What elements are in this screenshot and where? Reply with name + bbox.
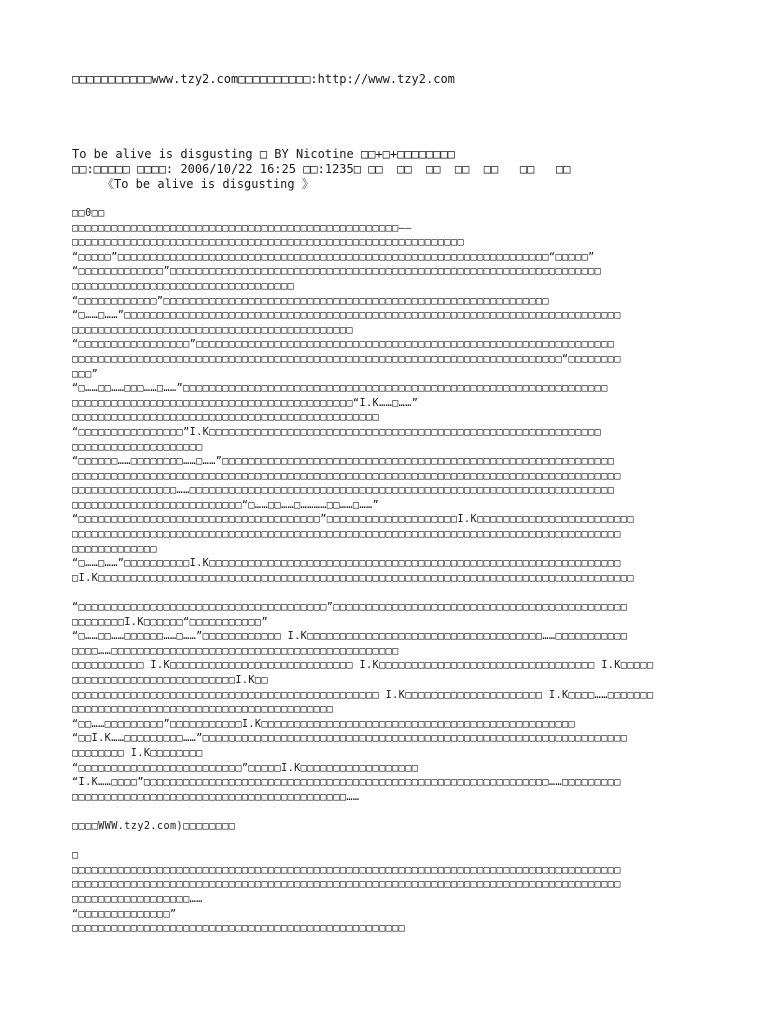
body-line: “□□□□□□□□□□□□□□□□□□□□□□□□□□□□□□□□□□□□□”□□□□□□□□□□□□□□□□□□□□I.K□□□□□□□□□□□□□□□□□□□□□□□□ (72, 514, 634, 526)
body-line: “□□□□□□……□□□□□□□□……□……”□□□□□□□□□□□□□□□□□□□□□□□□□□□□□□□□□□□□□□□□□□□□□□□□□□□□□□□□□□□□ (72, 456, 615, 468)
body-line: □□□□□□□□□□□□□□□□□□□□□□□□□□“□……□□……□…………□□……□……” (72, 499, 380, 511)
body-line: “□□□□□□□□□□□□□□” (72, 908, 177, 920)
body-line: □□□□□□□□□□□□□□□□□□□□□□□□□□□□□□□□□□□□□□□□□□□□□□□□□□—— (72, 222, 412, 234)
body-line: □□□□□□□□□□□□□□□□□□□□□□□□□□□□□□□□□□□□□□□□□□□□□□□□□□□□□□□□□□□□□□□□□□□□□□□□□□□□□□□□□□□□ (72, 879, 621, 891)
body-line: □□□□□□□□□□□□□□□□□□□□□□□□□□□□□□□□□□□□□□□□□□□ (72, 324, 353, 336)
body-line: “□□□□□□□□□□□□□□□□□”□□□□□□□□□□□□□□□□□□□□□□□□□□□□□□□□□□□□□□□□□□□□□□□□□□□□□□□□□□□□□□□□ (72, 339, 615, 351)
body-line: □□□□WWW.tzy2.com)□□□□□□□□ (72, 820, 236, 832)
body-line: “□……□□……□□□□□□……□……”□□□□□□□□□□□□ I.K□□□□□□□□□□□□□□□□□□□□□□□□□□□□□□□□□□□□……□□□□□□□□□□□ (72, 631, 628, 643)
body-line: □□□□□□□□□□□ I.K□□□□□□□□□□□□□□□□□□□□□□□□□□□□ I.K□□□□□□□□□□□□□□□□□□□□□□□□□□□□□□□□□ I.K□□□□□ (72, 660, 654, 672)
body-line: □□□□……□□□□□□□□□□□□□□□□□□□□□□□□□□□□□□□□□□□□□□□□□□□□ (72, 645, 399, 657)
body-line: □□□□□□□□□□□□□□□□□□□□□□□□□□□□□□□□□□□□□□□□□□□□□□□□□□□□□□□□□□□□□□□□□□□□□□□□□□□□□□□□□□□□ (72, 529, 621, 541)
body-line: □I.K□□□□□□□□□□□□□□□□□□□□□□□□□□□□□□□□□□□□□□□□□□□□□□□□□□□□□□□□□□□□□□□□□□□□□□□□□□□□□□□□□□ (72, 572, 634, 584)
paragraph-gap (72, 586, 712, 601)
body-line: “□□……□□□□□□□□□”□□□□□□□□□□□I.K□□□□□□□□□□□□□□□□□□□□□□□□□□□□□□□□□□□□□□□□□□□□□□□□ (72, 718, 576, 730)
body-line: □□□□□□□□□□□□□□□□□□□□□□□□□□□□□□□□□□□□□□□□□□□□□□□□□□□□□□□□□□□□□□□□□□□□□□□□□□□□□□□□□□□□ (72, 864, 621, 876)
body-line: “□□□□□□□□□□□□”□□□□□□□□□□□□□□□□□□□□□□□□□□□□□□□□□□□□□□□□□□□□□□□□□□□□□□□□□□□ (72, 295, 549, 307)
body-line: □□□□□□□□□□□□□ (72, 543, 157, 555)
body-text (72, 207, 712, 937)
body-line: □□□□□□□□□□□□□□□□□□□□□□□□□□□□□□□□□□□□□□□□□□□□□□□□□□□□□□□□□□□□ (72, 237, 465, 249)
post-title-line: To be alive is disgusting □ BY Nicotine □□+□+□□□□□□□□ (72, 147, 455, 161)
body-line: “□……□□……□□□……□……”□□□□□□□□□□□□□□□□□□□□□□□□□□□□□□□□□□□□□□□□□□□□□□□□□□□□□□□□□□□□□□□□□ (72, 383, 608, 395)
body-line: □□□” (72, 368, 99, 380)
body-line: “□□□□□□□□□□□□□□□□□□□□□□□□□□□□□□□□□□□□□□”□□□□□□□□□□□□□□□□□□□□□□□□□□□□□□□□□□□□□□□□□□□□□ (72, 602, 628, 614)
body-line: “□……□……”□□□□□□□□□□□□□□□□□□□□□□□□□□□□□□□□□□□□□□□□□□□□□□□□□□□□□□□□□□□□□□□□□□□□□□□□□□□□ (72, 310, 621, 322)
body-line: □□□□□□□□□□□□□□□□□□□□□□□□□□□□□□□□□□□□□□□□□□□□□□□ (72, 412, 380, 424)
body-line: “□□□□□□□□□□□□□□□□”I.K□□□□□□□□□□□□□□□□□□□□□□□□□□□□□□□□□□□□□□□□□□□□□□□□□□□□□□□□□□□□ (72, 426, 602, 438)
body-line: □□□□□□□□□□□□□□□□□□□□ (72, 441, 203, 453)
body-line: “I.K……□□□□”□□□□□□□□□□□□□□□□□□□□□□□□□□□□□□□□□□□□□□□□□□□□□□□□□□□□□□□□□□□□□□……□□□□□□□□□ (72, 777, 621, 789)
body-line: “□□□□□□□□□□□□□”□□□□□□□□□□□□□□□□□□□□□□□□□□□□□□□□□□□□□□□□□□□□□□□□□□□□□□□□□□□□□□□□□□ (72, 266, 602, 278)
body-line: □□□□□□□□ I.K□□□□□□□□ (72, 747, 203, 759)
book-title: 《To be alive is disgusting 》 (102, 177, 314, 191)
body-line: □□□□□□□□□□□□□□□□□□□□□□□□□□□□□□□□□□□□□□□□□□□“I.K……□……” (72, 397, 419, 409)
body-line: □□□□□□□□□□□□□□□□□□□□□□□□□□□□□□□□□□□□□□□□□□□□□□□□□□□ (72, 923, 406, 935)
body-line: □□□□□□□□□□□□□□□□……□□□□□□□□□□□□□□□□□□□□□□□□□□□□□□□□□□□□□□□□□□□□□□□□□□□□□□□□□□□□□□□□□ (72, 485, 615, 497)
body-line: □□□□□□□□□□□□□□□□□□□□□□□□□□□□□□□□□□□□□□□□□□□□□□□□□□□□□□□□□□□□□□□□□□□□□□□□□□□□□□□□□□□□ (72, 470, 621, 482)
body-line: “□……□……”□□□□□□□□□□I.K□□□□□□□□□□□□□□□□□□□□□□□□□□□□□□□□□□□□□□□□□□□□□□□□□□□□□□□□□□□□□□□ (72, 558, 621, 570)
body-line: “□□I.K……□□□□□□□□□……”□□□□□□□□□□□□□□□□□□□□□□□□□□□□□□□□□□□□□□□□□□□□□□□□□□□□□□□□□□□□□□□□□ (72, 733, 628, 745)
body-line: □□□□□□□□□□□□□□□□□□…… (72, 893, 203, 905)
body-line: □□0□□ (72, 208, 105, 219)
body-line: □□□□□□□□□□□□□□□□□□□□□□□□□□□□□□□□□□□□□□□□□□…… (72, 791, 360, 803)
paragraph-gap (72, 835, 712, 850)
body-line: “□□□□□□□□□□□□□□□□□□□□□□□□□”□□□□□I.K□□□□□□□□□□□□□□□□□□ (72, 762, 419, 774)
body-line: □□□□□□□□□□□□□□□□□□□□□□□□□□□□□□□□□□□□□□□□ (72, 704, 334, 716)
body-line: □ (72, 850, 79, 862)
site-header-line: □□□□□□□□□□□www.tzy2.com□□□□□□□□□□:http://www.tzy2.com (72, 72, 455, 86)
header-spacer (72, 87, 712, 147)
body-line: □□□□□□□□I.K□□□□□□“□□□□□□□□□□□” (72, 616, 269, 628)
post-meta-line: □□:□□□□□ □□□□: 2006/10/22 16:25 □□:1235□ □□ □□ □□ □□ □□ □□ □□ (72, 162, 571, 176)
body-line: □□□□□□□□□□□□□□□□□□□□□□□□□□□□□□□□□□□□□□□□□□□□□□□ I.K□□□□□□□□□□□□□□□□□□□□□ I.K□□□□……□□□□□□□ (72, 689, 654, 701)
document-page (72, 72, 712, 937)
body-line: □□□□□□□□□□□□□□□□□□□□□□□□□I.K□□ (72, 675, 269, 686)
body-line: □□□□□□□□□□□□□□□□□□□□□□□□□□□□□□□□□□ (72, 280, 295, 292)
body-line: □□□□□□□□□□□□□□□□□□□□□□□□□□□□□□□□□□□□□□□□□□□□□□□□□□□□□□□□□□□□□□□□□□□□□□□□□□□“□□□□□□□□ (72, 353, 621, 365)
body-line: “□□□□□”□□□□□□□□□□□□□□□□□□□□□□□□□□□□□□□□□□□□□□□□□□□□□□□□□□□□□□□□□□□□□□□□□□“□□□□□” (72, 251, 595, 263)
paragraph-gap (72, 805, 712, 820)
